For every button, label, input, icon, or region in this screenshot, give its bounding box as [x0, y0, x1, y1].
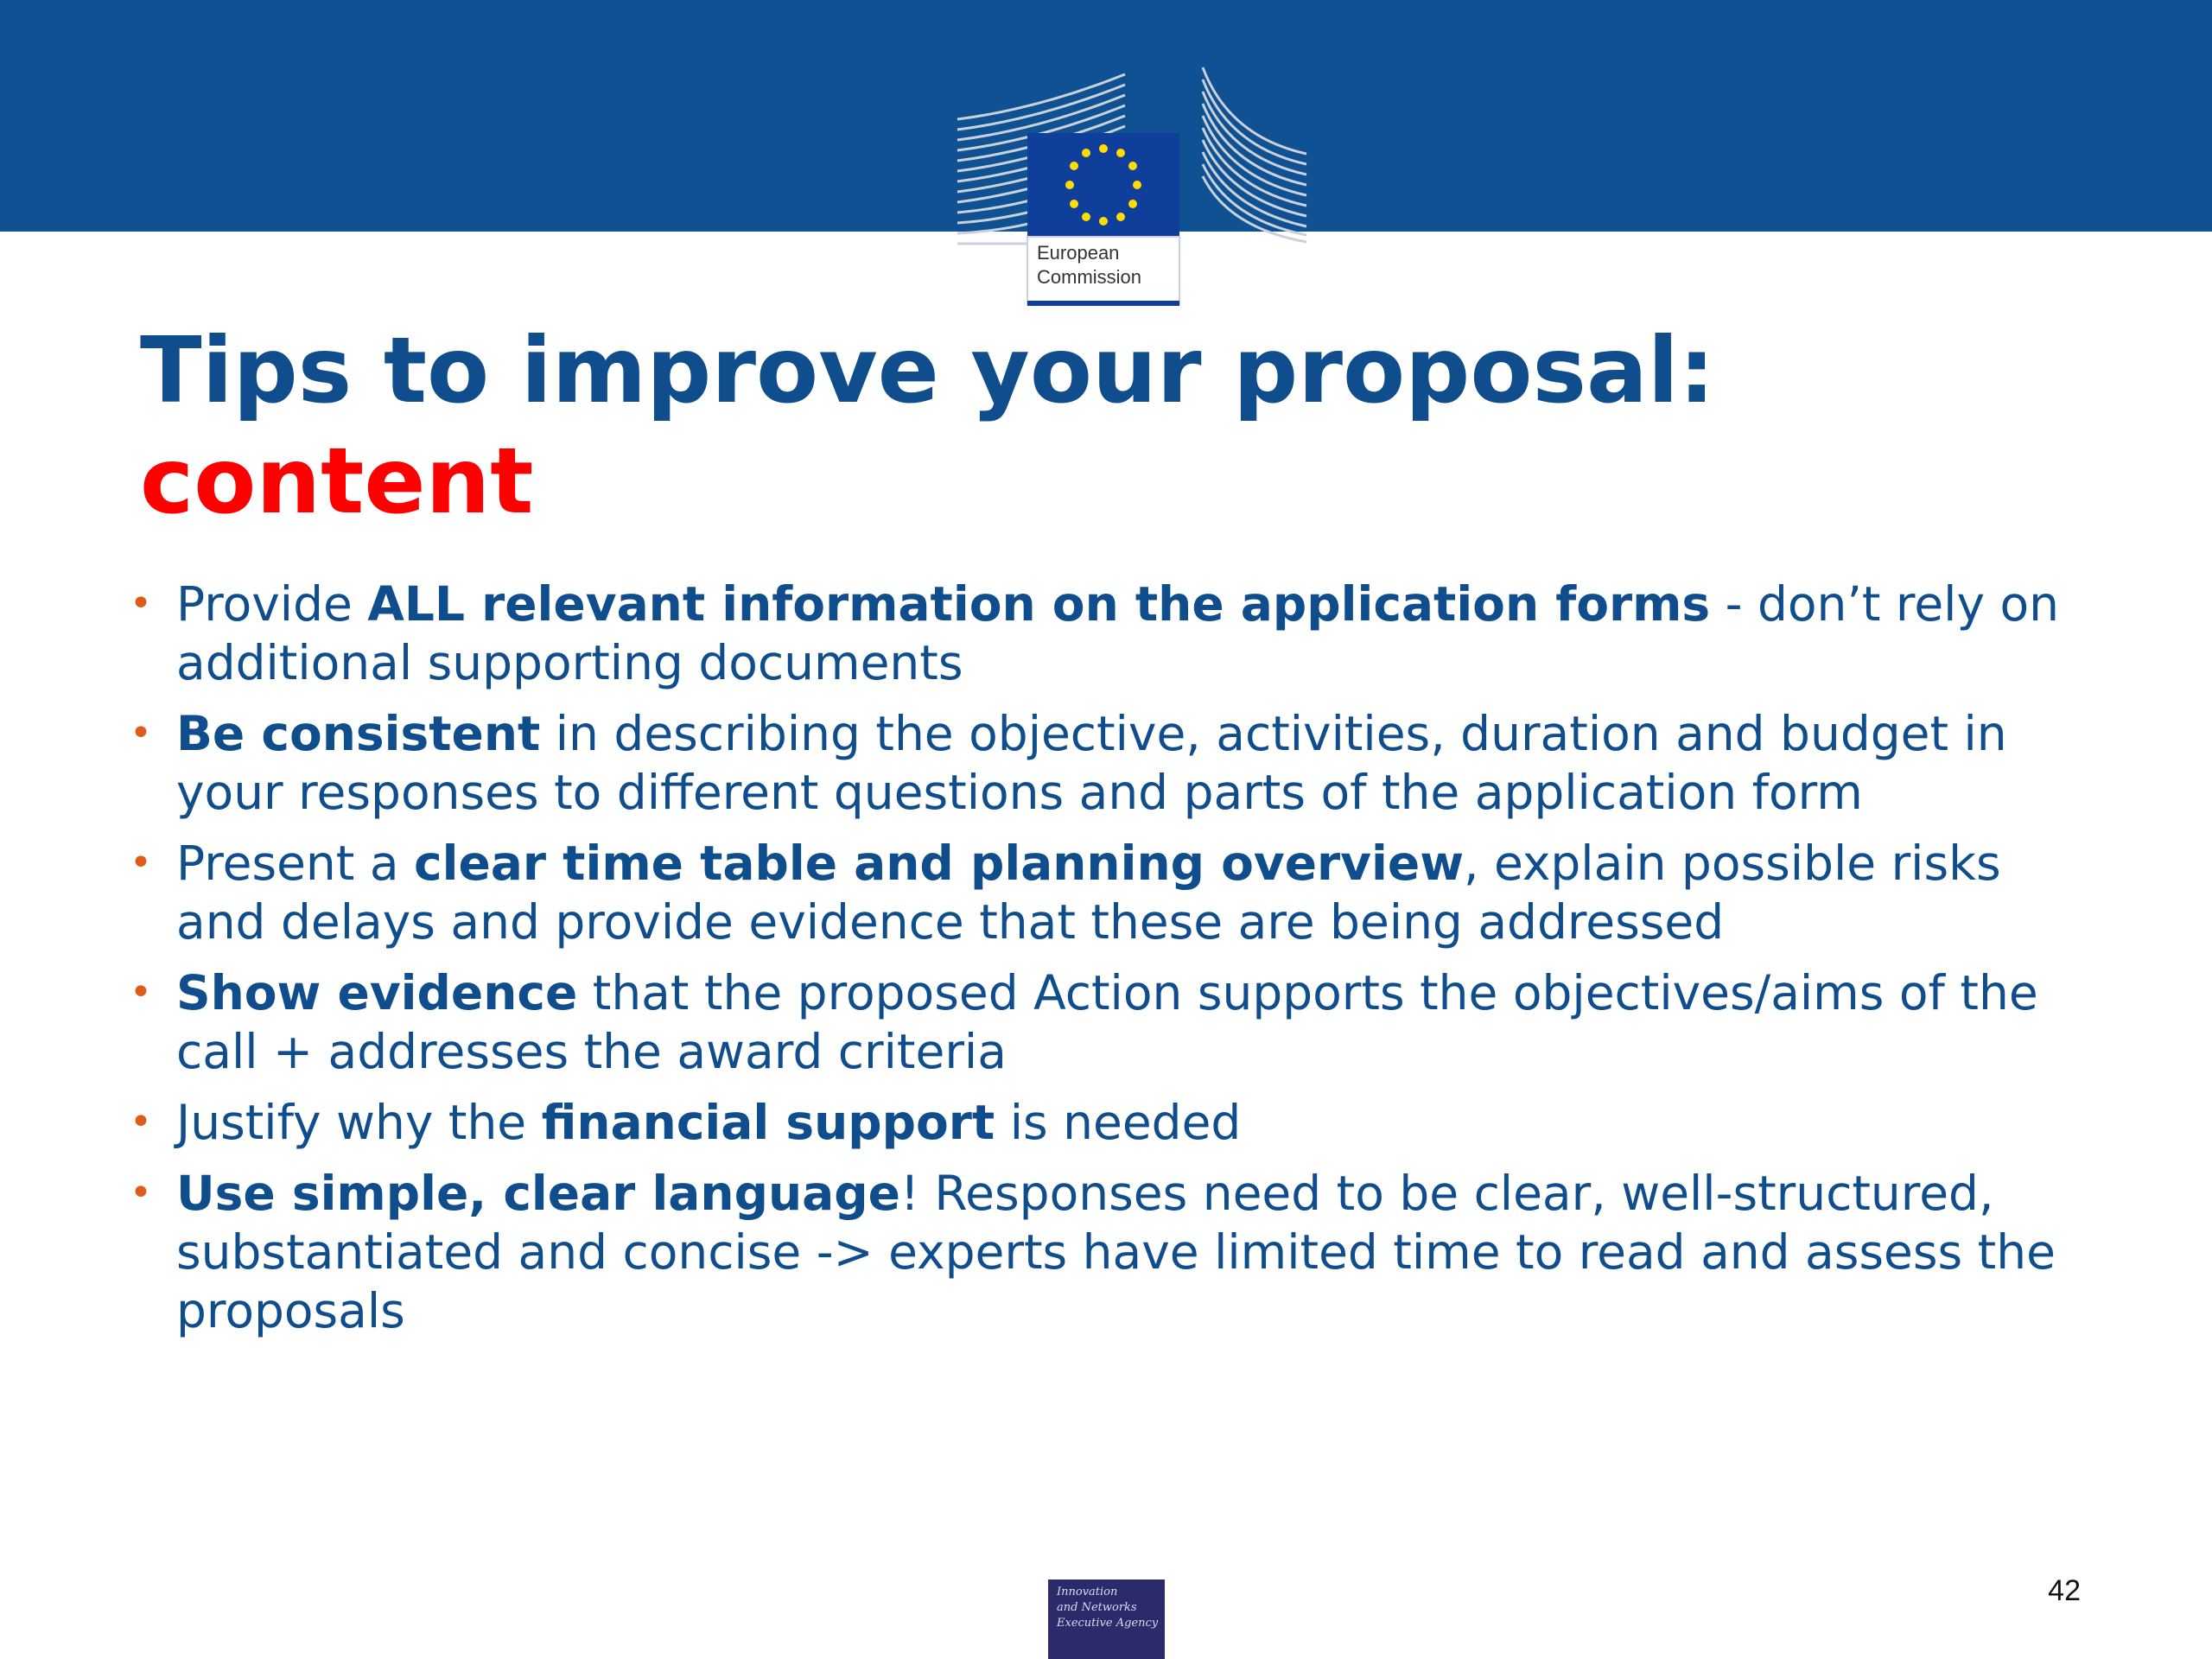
bullet-text-post: that the proposed Action supports the objectives/aims of the call + addresses the award criteria	[176, 965, 2038, 1079]
list-item	[130, 704, 2091, 822]
bullet-text-pre: Present a	[176, 836, 415, 891]
list-item	[130, 1164, 2091, 1340]
list-item	[130, 1093, 2091, 1152]
bullet-icon: •	[130, 841, 152, 885]
bullet-text-post: - don’t rely on additional supporting documents	[176, 576, 2059, 690]
bullet-icon: •	[130, 1100, 152, 1144]
bullet-text-bold: Show evidence	[176, 965, 578, 1020]
bullet-icon: •	[130, 1171, 152, 1215]
european-commission-logo	[952, 59, 1315, 309]
bullet-text-bold: clear time table and planning overview	[414, 836, 1464, 891]
agency-line2: and Networks	[1057, 1601, 1137, 1614]
bullet-text-post: ! Responses need to be clear, well-structured, substantiated and concise -> experts have limited time to read and assess the proposals	[176, 1166, 2056, 1338]
bullet-text-pre: Justify why the	[176, 1095, 542, 1150]
inea-agency-logo	[1048, 1580, 1165, 1659]
title-accent: content	[140, 429, 534, 534]
tips-list	[130, 575, 2091, 1352]
bullet-text-bold: Use simple, clear language	[176, 1166, 900, 1221]
list-item	[130, 575, 2091, 692]
title-main: Tips to improve your proposal:	[140, 318, 1715, 423]
bullet-icon: •	[130, 711, 152, 755]
logo-label-line2: Commission	[1037, 266, 1142, 288]
bullet-text-post: is needed	[995, 1095, 1242, 1150]
bullet-text-post: in describing the objective, activities, duration and budget in your responses to different questions and parts of the application form	[176, 706, 2007, 820]
slide-title	[140, 315, 2075, 537]
page-number: 42	[2048, 1574, 2081, 1607]
bullet-text-post: , explain possible risks and delays and provide evidence that these are being addressed	[176, 836, 2001, 950]
bullet-icon: •	[130, 582, 152, 626]
bullet-text-bold: financial support	[541, 1095, 995, 1150]
agency-line1: Innovation	[1057, 1586, 1118, 1599]
logo-label-line1: European	[1037, 242, 1120, 264]
bullet-text-pre: Provide	[176, 576, 368, 632]
list-item	[130, 963, 2091, 1081]
bullet-icon: •	[130, 970, 152, 1014]
list-item	[130, 834, 2091, 951]
agency-line3: Executive Agency	[1057, 1617, 1159, 1630]
bullet-text-bold: ALL relevant information on the application forms	[367, 576, 1711, 632]
bullet-text-bold: Be consistent	[176, 706, 541, 761]
